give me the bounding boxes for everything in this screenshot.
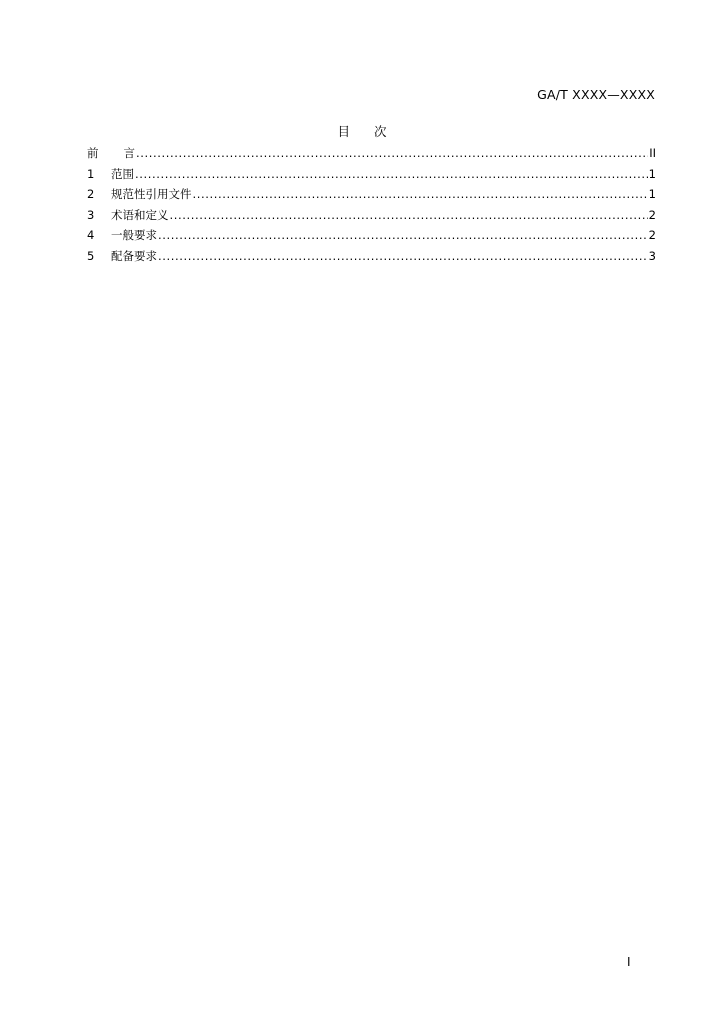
toc-entry-normative-references[interactable]	[87, 184, 656, 205]
toc-title: 目次	[337, 124, 411, 139]
toc-entry-number: 5	[87, 248, 95, 263]
toc-entry-page: 3	[648, 248, 656, 263]
toc-entry-terms-definitions[interactable]	[87, 205, 656, 226]
table-of-contents	[87, 143, 656, 266]
toc-dot-leader	[136, 143, 648, 164]
toc-entry-general-requirements[interactable]	[87, 225, 656, 246]
toc-entry-label: 范围	[111, 166, 134, 181]
document-code: GA/T XXXX—XXXX	[537, 87, 655, 102]
toc-dot-leader	[135, 164, 648, 185]
toc-dot-leader	[158, 225, 648, 246]
toc-entry-scope[interactable]	[87, 164, 656, 185]
page-number: I	[627, 955, 631, 969]
toc-entry-page: 1	[648, 166, 656, 181]
toc-dot-leader	[170, 205, 648, 226]
toc-dot-leader	[193, 184, 648, 205]
toc-entry-label: 前言	[87, 146, 160, 160]
toc-entry-number: 3	[87, 207, 95, 222]
toc-entry-page: 1	[648, 187, 656, 201]
toc-entry-number: 2	[87, 187, 95, 201]
toc-entry-equipment-requirements[interactable]	[87, 246, 656, 267]
toc-entry-label: 配备要求	[111, 248, 157, 263]
toc-entry-label: 一般要求	[111, 228, 157, 242]
toc-entry-page: 2	[648, 207, 656, 222]
toc-entry-label: 术语和定义	[111, 207, 169, 222]
toc-entry-page: II	[649, 146, 656, 160]
toc-entry-label: 规范性引用文件	[111, 187, 192, 201]
toc-entry-number: 1	[87, 166, 95, 181]
toc-dot-leader	[158, 246, 648, 267]
toc-entry-preface[interactable]	[87, 143, 656, 164]
toc-entry-number: 4	[87, 228, 95, 242]
toc-entry-page: 2	[648, 228, 656, 242]
